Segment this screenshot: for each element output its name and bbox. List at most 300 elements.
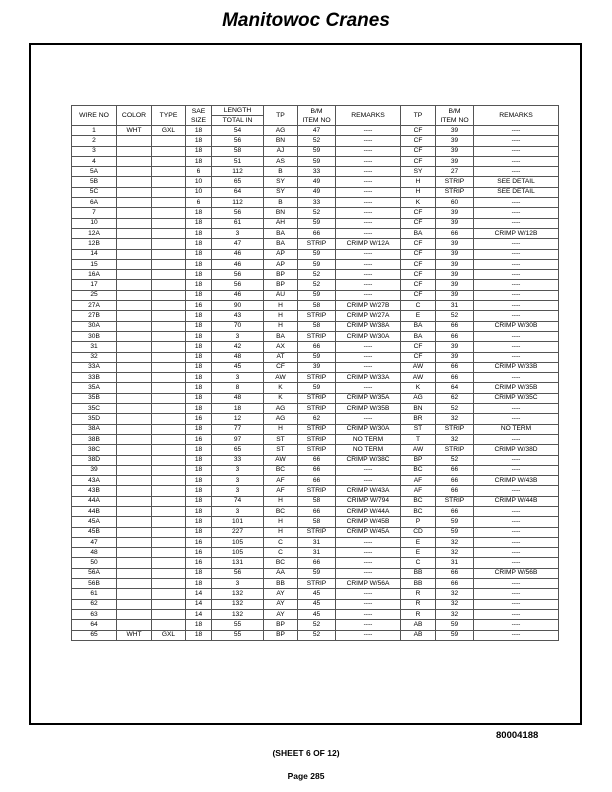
table-cell: BC — [401, 496, 436, 506]
table-cell: 56 — [212, 208, 264, 218]
table-cell: B — [264, 198, 298, 208]
table-cell: CRIMP W/44A — [336, 506, 401, 516]
table-cell: 49 — [298, 177, 336, 187]
table-cell: 31 — [298, 548, 336, 558]
table-cell: BA — [264, 228, 298, 238]
column-header-line1: REMARKS — [351, 112, 385, 119]
table-cell — [117, 527, 152, 537]
table-cell: 16A — [72, 270, 117, 280]
table-cell: 5B — [72, 177, 117, 187]
table-row — [72, 476, 559, 486]
table-cell: 59 — [298, 568, 336, 578]
table-cell: 66 — [436, 228, 474, 238]
table-cell: ---- — [336, 156, 401, 166]
table-cell: 44A — [72, 496, 117, 506]
table-cell: CF — [401, 280, 436, 290]
table-row — [72, 486, 559, 496]
table-cell: CRIMP W/35B — [474, 383, 559, 393]
table-cell: CRIMP W/27A — [336, 311, 401, 321]
table-cell: 4 — [72, 156, 117, 166]
table-cell: 131 — [212, 558, 264, 568]
table-cell: 66 — [436, 579, 474, 589]
table-cell: 18 — [186, 208, 212, 218]
column-header-line1: B/M — [310, 107, 323, 115]
table-row — [72, 506, 559, 516]
table-cell: 33B — [72, 373, 117, 383]
table-cell: 18 — [186, 486, 212, 496]
table-cell: 66 — [298, 558, 336, 568]
table-cell: ---- — [474, 620, 559, 630]
table-cell: CF — [401, 126, 436, 136]
table-cell: 52 — [298, 630, 336, 640]
table-cell: ---- — [474, 208, 559, 218]
table-cell: CRIMP W/44B — [474, 496, 559, 506]
table-cell: 66 — [436, 506, 474, 516]
table-cell: ---- — [336, 198, 401, 208]
table-cell: 18 — [186, 290, 212, 300]
table-cell: SY — [401, 167, 436, 177]
table-cell: 52 — [298, 270, 336, 280]
table-cell: 17 — [72, 280, 117, 290]
table-cell: 18 — [186, 362, 212, 372]
table-cell: H — [264, 301, 298, 311]
table-cell: 62 — [72, 599, 117, 609]
column-header — [212, 106, 264, 126]
table-cell: ---- — [474, 527, 559, 537]
table-cell — [117, 239, 152, 249]
table-cell: AY — [264, 609, 298, 619]
table-cell: 18 — [186, 136, 212, 146]
table-cell: 35A — [72, 383, 117, 393]
table-header-row — [72, 106, 559, 126]
table-cell: 18 — [186, 404, 212, 414]
table-row — [72, 311, 559, 321]
table-cell: ---- — [336, 465, 401, 475]
table-cell: CRIMP W/30B — [474, 321, 559, 331]
table-row — [72, 445, 559, 455]
table-cell: ---- — [336, 177, 401, 187]
table-cell: 10 — [186, 187, 212, 197]
table-cell: R — [401, 599, 436, 609]
table-cell: WHT — [117, 630, 152, 640]
table-cell: 18 — [186, 393, 212, 403]
table-cell: ---- — [336, 280, 401, 290]
table-cell: BN — [264, 208, 298, 218]
table-cell: 5C — [72, 187, 117, 197]
wire-table — [71, 105, 559, 641]
table-cell: 59 — [298, 290, 336, 300]
table-cell: AW — [401, 373, 436, 383]
table-cell — [152, 486, 186, 496]
table-cell: ---- — [474, 331, 559, 341]
table-cell — [152, 476, 186, 486]
table-row — [72, 609, 559, 619]
table-cell: AB — [401, 630, 436, 640]
table-cell: 90 — [212, 301, 264, 311]
table-cell — [152, 177, 186, 187]
table-cell — [152, 496, 186, 506]
table-cell: ---- — [336, 208, 401, 218]
table-cell: K — [401, 198, 436, 208]
table-cell — [117, 548, 152, 558]
table-cell: 45 — [298, 589, 336, 599]
table-cell: 39 — [436, 208, 474, 218]
table-cell — [152, 558, 186, 568]
table-cell: AF — [401, 486, 436, 496]
table-cell: 105 — [212, 548, 264, 558]
table-cell: H — [264, 496, 298, 506]
table-cell — [152, 156, 186, 166]
table-cell: ---- — [336, 548, 401, 558]
column-header — [117, 106, 152, 126]
table-cell — [152, 434, 186, 444]
table-cell: ---- — [336, 342, 401, 352]
table-cell: ---- — [474, 239, 559, 249]
table-cell — [152, 589, 186, 599]
table-row — [72, 156, 559, 166]
table-cell: AW — [401, 362, 436, 372]
table-cell — [152, 249, 186, 259]
table-cell: 18 — [186, 476, 212, 486]
table-cell: 112 — [212, 167, 264, 177]
table-cell: 33 — [298, 198, 336, 208]
table-cell: BC — [264, 558, 298, 568]
table-row — [72, 548, 559, 558]
table-cell — [117, 331, 152, 341]
table-cell: SY — [264, 187, 298, 197]
table-cell — [152, 239, 186, 249]
table-cell: CF — [401, 239, 436, 249]
table-cell: 27A — [72, 301, 117, 311]
table-cell: 38C — [72, 445, 117, 455]
table-cell: 105 — [212, 537, 264, 547]
table-cell: K — [401, 383, 436, 393]
column-header-line1: SAE — [191, 107, 206, 115]
table-cell: ---- — [474, 455, 559, 465]
table-cell: ---- — [336, 187, 401, 197]
table-cell — [152, 270, 186, 280]
table-cell: NO TERM — [474, 424, 559, 434]
table-cell: 32 — [436, 414, 474, 424]
table-cell: 42 — [212, 342, 264, 352]
table-cell: ---- — [336, 352, 401, 362]
table-cell: 39 — [436, 136, 474, 146]
table-cell: C — [264, 548, 298, 558]
table-cell: BA — [264, 239, 298, 249]
table-cell: 14 — [186, 609, 212, 619]
table-cell: 66 — [298, 465, 336, 475]
table-cell: 45 — [298, 609, 336, 619]
table-cell: 59 — [436, 630, 474, 640]
table-cell: STRIP — [298, 373, 336, 383]
table-cell: 62 — [298, 414, 336, 424]
table-cell: 52 — [298, 280, 336, 290]
table-cell: 62 — [436, 393, 474, 403]
table-cell: 8 — [212, 383, 264, 393]
table-row — [72, 301, 559, 311]
table-cell — [117, 517, 152, 527]
table-cell — [117, 455, 152, 465]
table-cell: BC — [401, 465, 436, 475]
table-cell: SEE DETAIL — [474, 187, 559, 197]
table-row — [72, 620, 559, 630]
table-cell — [117, 311, 152, 321]
table-cell: 59 — [436, 517, 474, 527]
table-cell: BB — [401, 568, 436, 578]
table-row — [72, 424, 559, 434]
table-cell — [152, 579, 186, 589]
table-cell: 15 — [72, 259, 117, 269]
table-cell: 27B — [72, 311, 117, 321]
table-cell — [152, 321, 186, 331]
table-cell: 3 — [212, 465, 264, 475]
column-header-line1: LENGTH — [223, 107, 252, 114]
table-cell: 12A — [72, 228, 117, 238]
table-cell: 66 — [436, 321, 474, 331]
table-cell: K — [264, 383, 298, 393]
table-cell: AW — [401, 445, 436, 455]
table-cell — [117, 198, 152, 208]
table-cell — [152, 218, 186, 228]
table-row — [72, 404, 559, 414]
table-cell — [152, 342, 186, 352]
table-cell: AG — [264, 126, 298, 136]
table-cell — [152, 280, 186, 290]
table-cell: 32 — [72, 352, 117, 362]
table-row — [72, 187, 559, 197]
table-cell: STRIP — [436, 187, 474, 197]
table-cell: 18 — [186, 579, 212, 589]
table-cell — [117, 280, 152, 290]
table-cell: ---- — [336, 228, 401, 238]
table-cell: BN — [264, 136, 298, 146]
table-cell: 35B — [72, 393, 117, 403]
table-cell: R — [401, 589, 436, 599]
table-cell — [117, 486, 152, 496]
table-cell: ---- — [336, 146, 401, 156]
table-row — [72, 290, 559, 300]
table-cell: 32 — [436, 434, 474, 444]
table-cell — [152, 383, 186, 393]
table-cell: AW — [264, 373, 298, 383]
table-cell — [117, 352, 152, 362]
table-cell: STRIP — [298, 404, 336, 414]
table-cell: BB — [401, 579, 436, 589]
table-cell: 31 — [436, 301, 474, 311]
table-cell: 66 — [436, 331, 474, 341]
table-cell — [117, 424, 152, 434]
table-cell: 52 — [298, 620, 336, 630]
table-cell: 64 — [72, 620, 117, 630]
table-cell: STRIP — [436, 424, 474, 434]
table-row — [72, 579, 559, 589]
table-cell — [152, 393, 186, 403]
table-cell: 14 — [186, 599, 212, 609]
table-cell — [117, 228, 152, 238]
table-cell: 32 — [436, 599, 474, 609]
table-cell: ---- — [336, 589, 401, 599]
table-cell: 18 — [186, 239, 212, 249]
table-cell — [152, 228, 186, 238]
table-cell — [152, 506, 186, 516]
table-cell: 18 — [186, 126, 212, 136]
table-cell: STRIP — [298, 239, 336, 249]
table-cell: 16 — [186, 548, 212, 558]
table-cell: 59 — [436, 527, 474, 537]
table-cell: CF — [401, 342, 436, 352]
table-row — [72, 527, 559, 537]
table-cell: 14 — [186, 589, 212, 599]
table-cell: 54 — [212, 126, 264, 136]
table-cell: 18 — [186, 496, 212, 506]
table-cell: 6 — [186, 198, 212, 208]
table-cell — [117, 496, 152, 506]
table-cell: 61 — [212, 218, 264, 228]
table-row — [72, 342, 559, 352]
table-cell: 56A — [72, 568, 117, 578]
table-cell: 55 — [212, 620, 264, 630]
table-cell: STRIP — [298, 311, 336, 321]
table-row — [72, 280, 559, 290]
table-cell: 64 — [212, 187, 264, 197]
table-cell — [117, 259, 152, 269]
table-cell: C — [264, 537, 298, 547]
table-cell: 52 — [436, 404, 474, 414]
document-title: Manitowoc Cranes — [222, 10, 390, 31]
table-cell — [117, 249, 152, 259]
table-cell: 18 — [186, 146, 212, 156]
table-cell: 66 — [436, 362, 474, 372]
table-cell: 38D — [72, 455, 117, 465]
table-cell: 59 — [298, 249, 336, 259]
table-cell: BP — [264, 270, 298, 280]
table-cell: STRIP — [436, 496, 474, 506]
table-row — [72, 270, 559, 280]
table-row — [72, 259, 559, 269]
table-cell — [152, 620, 186, 630]
table-cell: ---- — [474, 259, 559, 269]
table-cell — [117, 290, 152, 300]
table-cell — [152, 290, 186, 300]
table-cell: 56 — [212, 270, 264, 280]
table-cell — [117, 342, 152, 352]
table-cell: ---- — [474, 558, 559, 568]
table-cell: STRIP — [298, 527, 336, 537]
table-cell: BP — [401, 455, 436, 465]
table-cell: ST — [401, 424, 436, 434]
table-cell: BA — [264, 331, 298, 341]
table-cell: 48 — [212, 352, 264, 362]
table-cell: 52 — [298, 136, 336, 146]
table-cell: 12B — [72, 239, 117, 249]
table-cell: H — [401, 177, 436, 187]
table-cell: 66 — [436, 486, 474, 496]
table-cell: C — [401, 301, 436, 311]
table-cell: 66 — [298, 342, 336, 352]
table-cell: BB — [264, 579, 298, 589]
table-cell: 39 — [436, 342, 474, 352]
table-cell: ---- — [336, 249, 401, 259]
table-body — [72, 126, 559, 641]
table-cell: 112 — [212, 198, 264, 208]
table-cell: ST — [264, 445, 298, 455]
table-cell: 70 — [212, 321, 264, 331]
table-cell — [117, 362, 152, 372]
table-cell: 47 — [72, 537, 117, 547]
table-cell: ---- — [336, 126, 401, 136]
table-cell: 1 — [72, 126, 117, 136]
table-cell — [152, 136, 186, 146]
table-cell: 18 — [186, 331, 212, 341]
table-cell — [152, 414, 186, 424]
table-cell: 18 — [186, 280, 212, 290]
table-cell: 18 — [186, 321, 212, 331]
table-cell: 18 — [186, 352, 212, 362]
table-cell: 97 — [212, 434, 264, 444]
table-cell: 49 — [298, 187, 336, 197]
table-cell: ---- — [474, 146, 559, 156]
table-row — [72, 373, 559, 383]
column-header-line2: SIZE — [190, 116, 207, 124]
table-cell: 58 — [298, 517, 336, 527]
table-cell: AF — [401, 476, 436, 486]
table-row — [72, 228, 559, 238]
table-cell: 31 — [298, 537, 336, 547]
table-cell: 45 — [298, 599, 336, 609]
table-cell — [152, 331, 186, 341]
table-cell: STRIP — [436, 177, 474, 187]
table-cell: BR — [401, 414, 436, 424]
table-cell: 66 — [298, 455, 336, 465]
table-cell: 35D — [72, 414, 117, 424]
table-cell: ---- — [336, 537, 401, 547]
table-cell: CF — [401, 249, 436, 259]
table-cell — [117, 187, 152, 197]
table-cell: 52 — [298, 208, 336, 218]
table-cell — [117, 609, 152, 619]
table-cell: CF — [401, 136, 436, 146]
table-cell: AP — [264, 259, 298, 269]
table-cell — [117, 579, 152, 589]
table-cell: ---- — [474, 290, 559, 300]
table-row — [72, 136, 559, 146]
table-row — [72, 331, 559, 341]
table-row — [72, 393, 559, 403]
table-cell: ---- — [474, 311, 559, 321]
table-cell: 18 — [186, 311, 212, 321]
table-cell: 45 — [212, 362, 264, 372]
table-cell: NO TERM — [336, 445, 401, 455]
table-cell: ---- — [474, 280, 559, 290]
table-cell — [117, 383, 152, 393]
table-cell: ---- — [474, 537, 559, 547]
table-cell: 6 — [186, 167, 212, 177]
table-cell — [117, 506, 152, 516]
table-cell: BP — [264, 280, 298, 290]
table-cell: 18 — [186, 249, 212, 259]
table-cell — [152, 527, 186, 537]
table-cell: 18 — [186, 630, 212, 640]
table-cell: 59 — [298, 146, 336, 156]
table-cell — [117, 599, 152, 609]
table-cell: CF — [401, 218, 436, 228]
table-cell: AY — [264, 599, 298, 609]
table-cell: 58 — [298, 321, 336, 331]
table-cell: 50 — [72, 558, 117, 568]
table-cell: ---- — [474, 630, 559, 640]
table-cell: 18 — [186, 156, 212, 166]
table-cell: CF — [401, 270, 436, 280]
